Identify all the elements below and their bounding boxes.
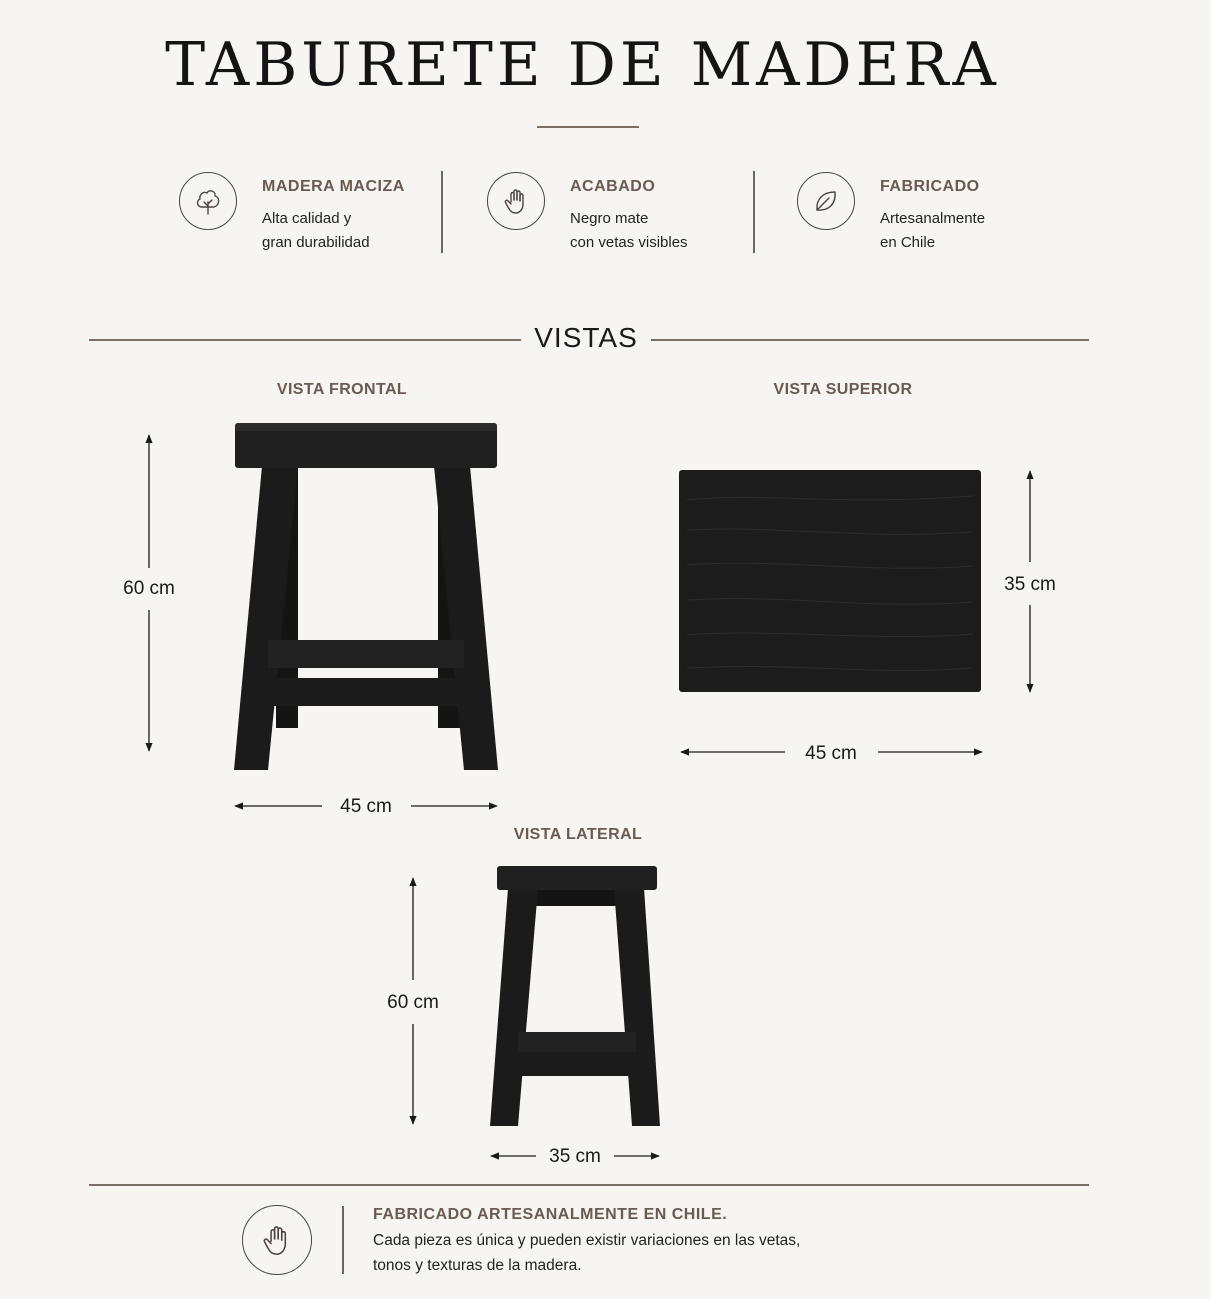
top-view-label: VISTA SUPERIOR <box>773 381 913 398</box>
feature-text: Artesanalmente <box>880 210 986 227</box>
feature-text: con vetas visibles <box>570 234 688 251</box>
feature-text: Negro mate <box>570 210 649 227</box>
footer-text: tonos y texturas de la madera. <box>373 1257 582 1274</box>
top-width-label: 45 cm <box>805 743 857 764</box>
front-view-label: VISTA FRONTAL <box>276 381 408 398</box>
feature-text: gran durabilidad <box>262 234 370 251</box>
footer-text: Cada pieza es única y pueden existir variaciones en las vetas, <box>373 1232 801 1249</box>
top-view-seat <box>679 470 981 692</box>
top-depth-label: 35 cm <box>1004 574 1056 595</box>
side-view-label: VISTA LATERAL <box>513 826 643 843</box>
footer-title: FABRICADO ARTESANALMENTE EN CHILE. <box>373 1206 728 1223</box>
page-title: TABURETE DE MADERA <box>165 30 1000 100</box>
front-view-stool <box>228 418 508 778</box>
front-width-label: 45 cm <box>340 796 392 817</box>
side-width-label: 35 cm <box>549 1146 601 1167</box>
side-view-stool <box>488 862 664 1132</box>
feature-title: MADERA MACIZA <box>262 178 405 195</box>
hand-icon <box>242 1205 312 1275</box>
footer-rule <box>89 1184 1089 1186</box>
feature-text: en Chile <box>880 234 936 251</box>
footer-separator <box>342 1206 344 1274</box>
front-height-label: 60 cm <box>123 578 175 599</box>
feature-text: Alta calidad y <box>262 210 352 227</box>
section-title: VISTAS <box>534 322 638 353</box>
side-height-label: 60 cm <box>387 992 439 1013</box>
feature-title: FABRICADO <box>880 178 980 195</box>
feature-title: ACABADO <box>570 178 656 195</box>
